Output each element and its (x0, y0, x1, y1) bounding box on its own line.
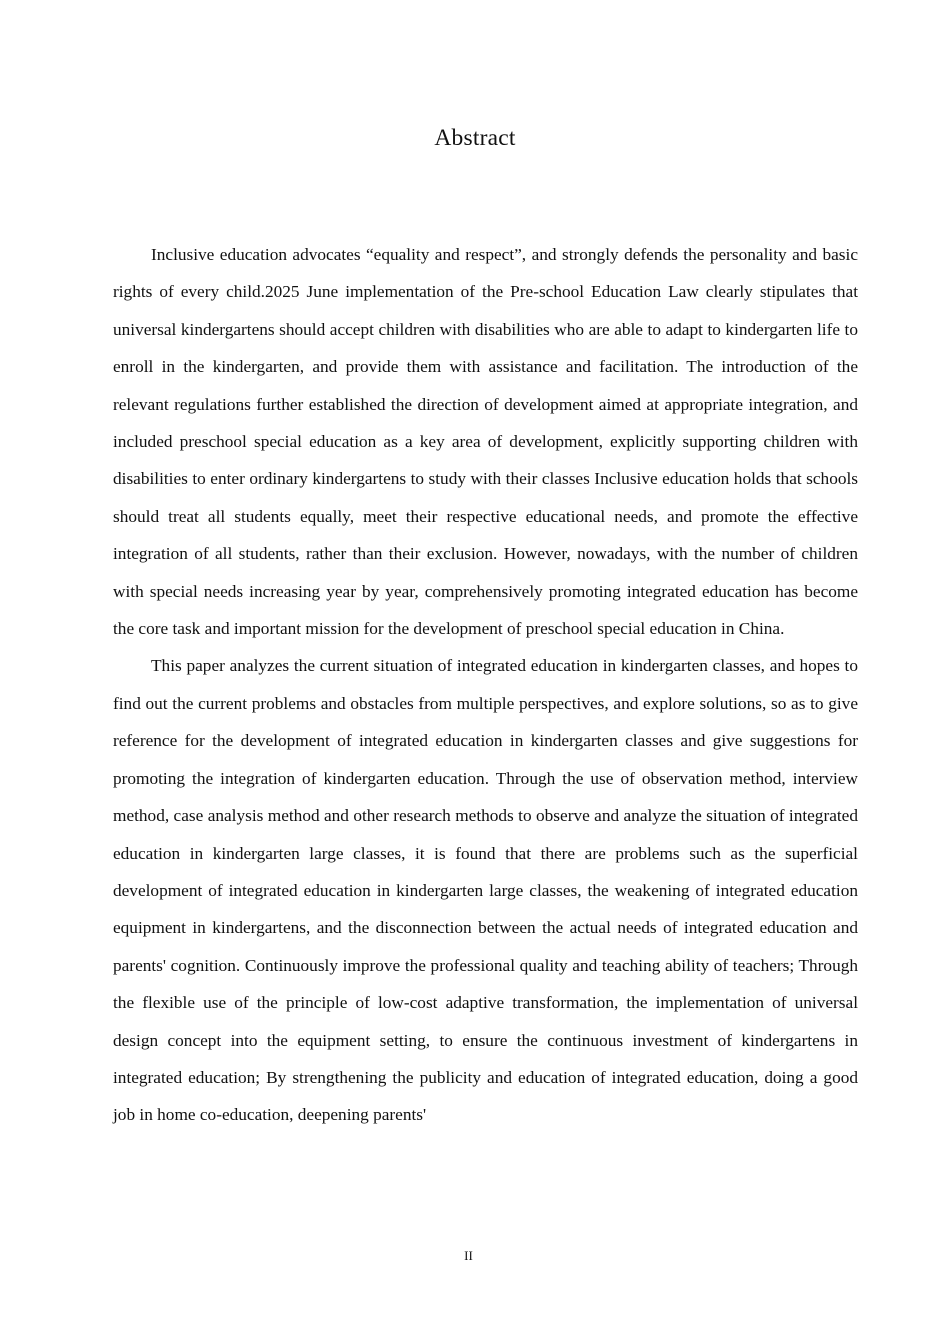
abstract-body (113, 236, 858, 1134)
paragraph-1: Inclusive education advocates “equality and respect”, and strongly defends the personality and basic rights of every child.2025 June implementation of the Pre-school Education Law clearly stipulates that universal kindergartens should accept children with disabilities who are able to adapt to kindergarten life to enroll in the kindergarten, and provide them with assistance and facilitation. The introduction of the relevant regulations further established the direction of development aimed at appropriate integration, and included preschool special education as a key area of development, explicitly supporting children with disabilities to enter ordinary kindergartens to study with their classes Inclusive education holds that schools should treat all students equally, meet their respective educational needs, and promote the effective integration of all students, rather than their exclusion. However, nowadays, with the number of children with special needs increasing year by year, comprehensively promoting integrated education has become the core task and important mission for the development of preschool special education in China. (113, 245, 858, 639)
page-title: Abstract (434, 125, 516, 151)
page-number: II (464, 1248, 473, 1263)
paragraph-2: This paper analyzes the current situation of integrated education in kindergarten classes, and hopes to find out the current problems and obstacles from multiple perspectives, and explore solutions, so as to give reference for the development of integrated education in kindergarten classes and give suggestions for promoting the integration of kindergarten education. Through the use of observation method, interview method, case analysis method and other research methods to observe and analyze the situation of integrated education in kindergarten large classes, it is found that there are problems such as the superficial development of integrated education in kindergarten large classes, the weakening of integrated education equipment in kindergartens, and the disconnection between the actual needs of integrated education and parents' cognition. Continuously improve the professional quality and teaching ability of teachers; Through the flexible use of the principle of low-cost adaptive transformation, the implementation of universal design concept into the equipment setting, to ensure the continuous investment of kindergartens in integrated education; By strengthening the publicity and education of integrated education, doing a good job in home co-education, deepening parents' (113, 656, 858, 1125)
